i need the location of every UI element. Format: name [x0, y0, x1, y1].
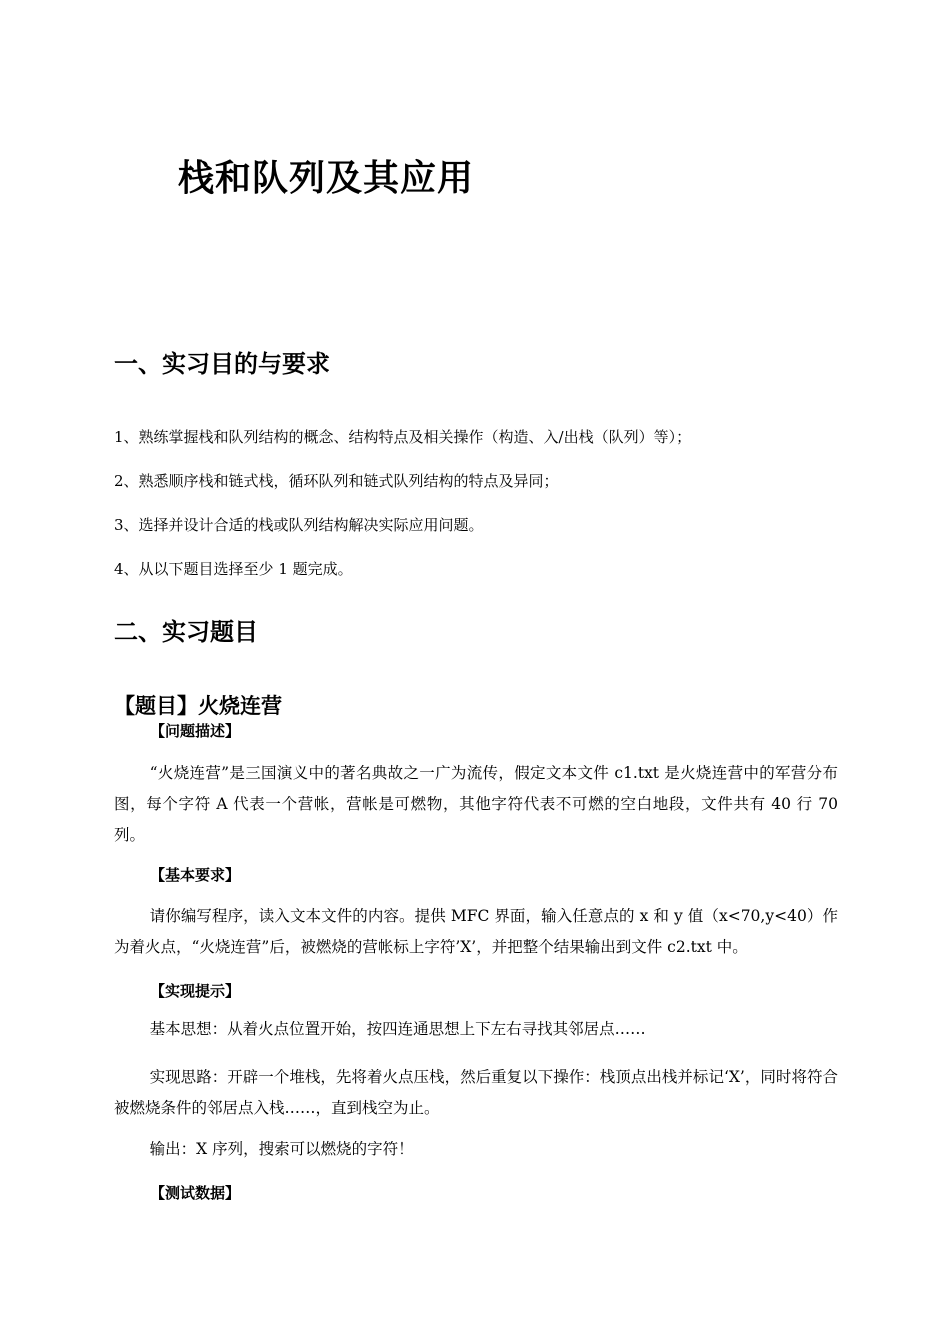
- requirement-item-3: 3、选择并设计合适的栈或队列结构解决实际应用问题。: [114, 516, 484, 534]
- section-heading-objectives: 一、实习目的与要求: [114, 350, 330, 378]
- requirement-item-2: 2、熟悉顺序栈和链式栈，循环队列和链式队列结构的特点及异同；: [114, 472, 559, 490]
- requirement-item-4: 4、从以下题目选择至少 1 题完成。: [114, 560, 353, 578]
- implementation-hint-label: 【实现提示】: [150, 982, 241, 1000]
- hint-approach: 实现思路：开辟一个堆栈，先将着火点压栈，然后重复以下操作：栈顶点出栈并标记‘X’，同时将符合被燃烧条件的邻居点入栈……，直到栈空为止。: [114, 1068, 838, 1117]
- hint-output: 输出：X 序列，搜索可以燃烧的字符！: [149, 1140, 414, 1158]
- requirement-item-1: 1、熟练掌握栈和队列结构的概念、结构特点及相关操作（构造、入/出栈（队列）等）；: [114, 428, 692, 446]
- document-title: 栈和队列及其应用: [178, 158, 475, 199]
- test-data-label: 【测试数据】: [150, 1184, 241, 1202]
- basic-requirements-label: 【基本要求】: [150, 866, 241, 884]
- problem-description-text: “火烧连营”是三国演义中的著名典故之一广为流传，假定文本文件 c1.txt 是火烧连营中的军营分布图，每个字符 A 代表一个营帐，营帐是可燃物，其他字符代表不可燃的空白地段，文件共有 40 行 70 列。: [114, 764, 838, 844]
- problem-description-label: 【问题描述】: [150, 722, 241, 740]
- section-heading-topics: 二、实习题目: [114, 618, 258, 646]
- hint-basic-idea: 基本思想：从着火点位置开始，按四连通思想上下左右寻找其邻居点……: [149, 1020, 646, 1038]
- basic-requirements-text: 请你编写程序，读入文本文件的内容。提供 MFC 界面，输入任意点的 x 和 y 值（x<70,y<40）作为着火点，“火烧连营”后，被燃烧的营帐标上字符’X’，并把整个结果输出到文件 c2.txt 中。: [114, 907, 838, 956]
- topic-title: 【题目】火烧连营: [114, 694, 282, 718]
